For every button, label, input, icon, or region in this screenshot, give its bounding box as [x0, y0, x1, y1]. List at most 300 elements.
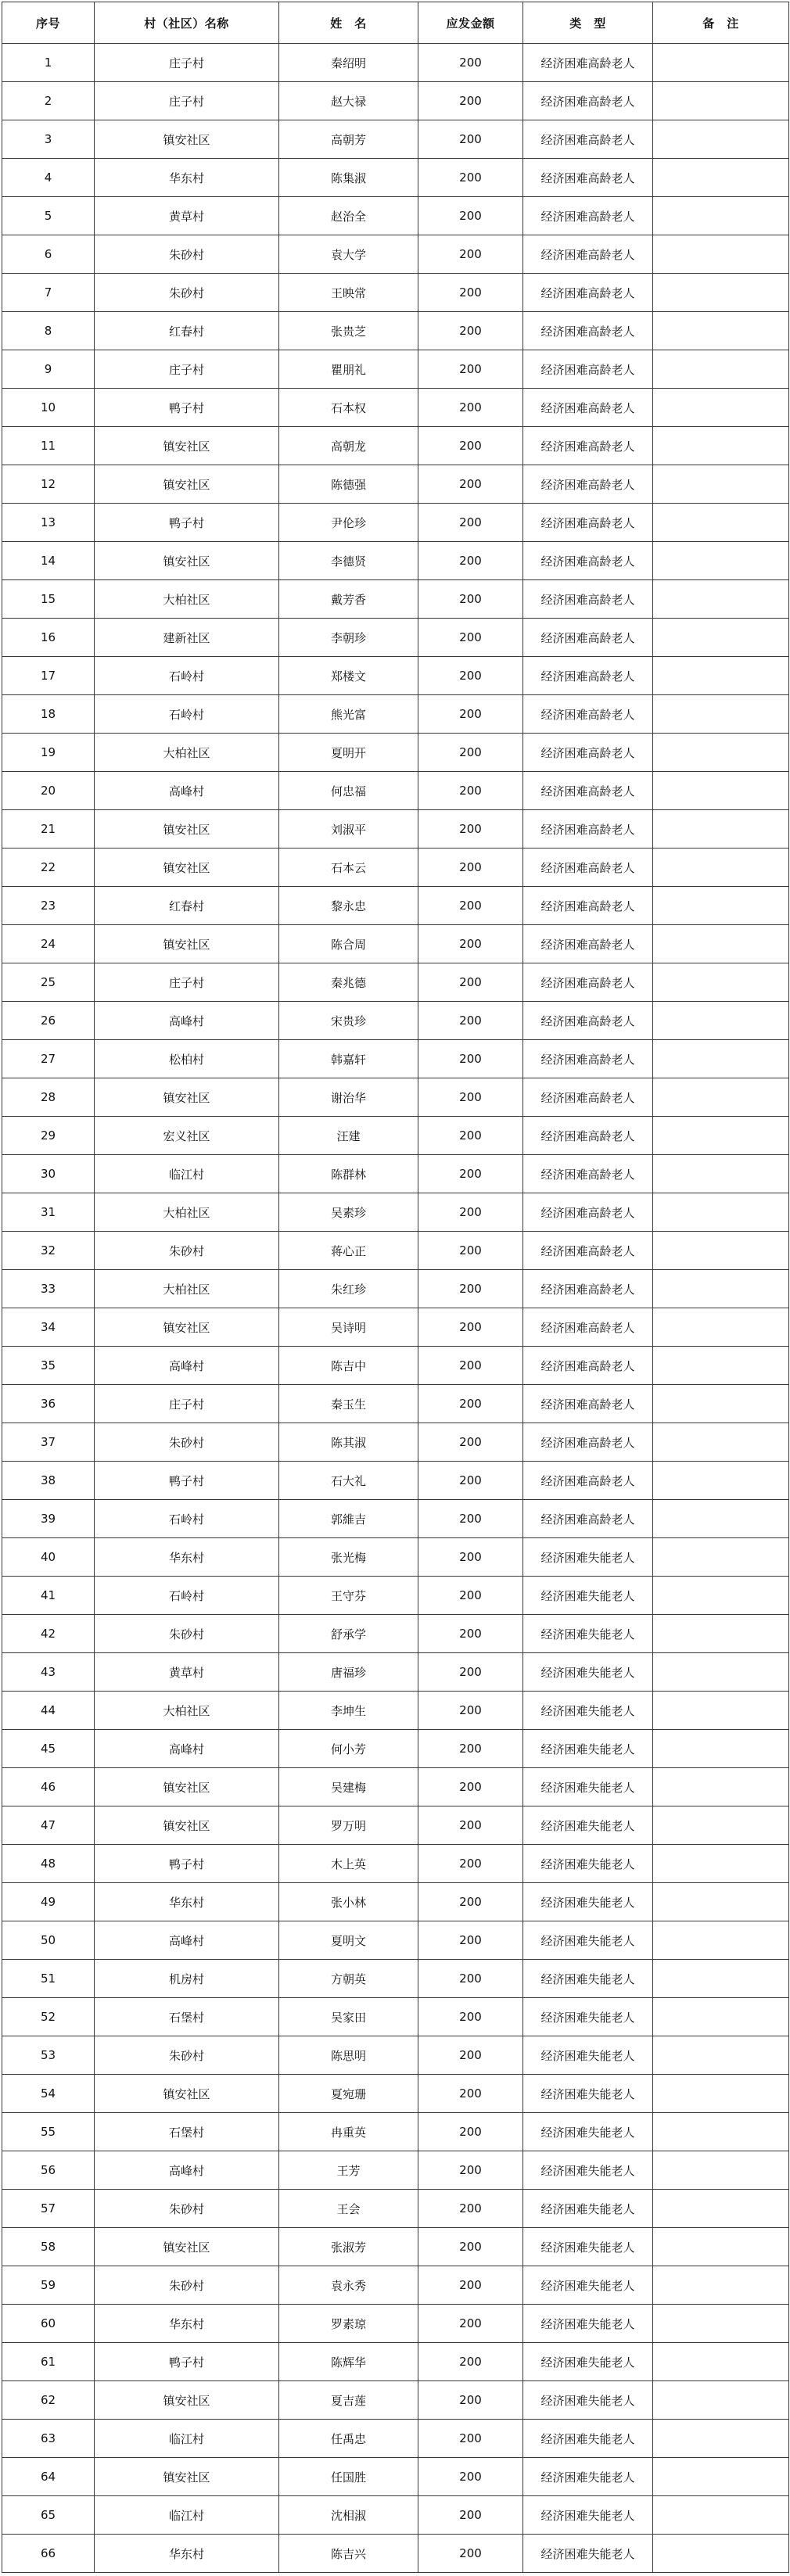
- cell-village: 镇安社区: [95, 2228, 279, 2266]
- cell-type: 经济困难高龄老人: [523, 734, 653, 772]
- cell-amount: 200: [418, 1577, 523, 1615]
- cell-village: 鸭子村: [95, 389, 279, 427]
- cell-type: 经济困难失能老人: [523, 1883, 653, 1921]
- table-row: [2, 197, 789, 235]
- cell-type: 经济困难高龄老人: [523, 810, 653, 849]
- cell-amount: 200: [418, 2420, 523, 2458]
- cell-remark: [653, 350, 789, 389]
- table-row: [2, 695, 789, 734]
- cell-village: 临江村: [95, 2420, 279, 2458]
- table-row: [2, 1232, 789, 1270]
- cell-village: 朱砂村: [95, 1615, 279, 1653]
- cell-village: 镇安社区: [95, 1806, 279, 1845]
- cell-type: 经济困难失能老人: [523, 2535, 653, 2573]
- cell-amount: 200: [418, 1845, 523, 1883]
- table-row: [2, 1998, 789, 2036]
- cell-name: 陈辉华: [279, 2343, 418, 2381]
- cell-village: 临江村: [95, 1155, 279, 1193]
- cell-village: 镇安社区: [95, 1768, 279, 1806]
- cell-remark: [653, 542, 789, 580]
- cell-amount: 200: [418, 2036, 523, 2075]
- cell-index: 49: [2, 1883, 95, 1921]
- cell-index: 43: [2, 1653, 95, 1692]
- table-row: [2, 1960, 789, 1998]
- cell-village: 镇安社区: [95, 1078, 279, 1117]
- cell-amount: 200: [418, 1462, 523, 1500]
- cell-type: 经济困难失能老人: [523, 2228, 653, 2266]
- cell-name: 高朝龙: [279, 427, 418, 465]
- cell-village: 高峰村: [95, 1347, 279, 1385]
- cell-type: 经济困难高龄老人: [523, 82, 653, 120]
- table-row: [2, 772, 789, 810]
- cell-type: 经济困难高龄老人: [523, 120, 653, 159]
- cell-name: 张贵芝: [279, 312, 418, 350]
- cell-amount: 200: [418, 580, 523, 619]
- header-amount: 应发金额: [418, 2, 523, 44]
- cell-type: 经济困难失能老人: [523, 2151, 653, 2190]
- cell-village: 镇安社区: [95, 465, 279, 504]
- cell-village: 鸭子村: [95, 1845, 279, 1883]
- cell-remark: [653, 465, 789, 504]
- cell-amount: 200: [418, 1232, 523, 1270]
- cell-index: 16: [2, 619, 95, 657]
- cell-village: 石岭村: [95, 657, 279, 695]
- cell-remark: [653, 44, 789, 82]
- cell-index: 2: [2, 82, 95, 120]
- table-row: [2, 2075, 789, 2113]
- cell-type: 经济困难高龄老人: [523, 1193, 653, 1232]
- cell-index: 1: [2, 44, 95, 82]
- cell-type: 经济困难高龄老人: [523, 389, 653, 427]
- cell-remark: [653, 1423, 789, 1462]
- cell-village: 大柏社区: [95, 734, 279, 772]
- cell-amount: 200: [418, 427, 523, 465]
- cell-index: 54: [2, 2075, 95, 2113]
- cell-type: 经济困难高龄老人: [523, 274, 653, 312]
- cell-name: 刘淑平: [279, 810, 418, 849]
- cell-index: 30: [2, 1155, 95, 1193]
- table-row: [2, 2036, 789, 2075]
- cell-remark: [653, 2113, 789, 2151]
- cell-name: 任禹忠: [279, 2420, 418, 2458]
- cell-name: 瞿朋礼: [279, 350, 418, 389]
- cell-index: 24: [2, 925, 95, 963]
- cell-name: 王会: [279, 2190, 418, 2228]
- cell-name: 石本权: [279, 389, 418, 427]
- cell-type: 经济困难高龄老人: [523, 44, 653, 82]
- cell-amount: 200: [418, 810, 523, 849]
- table-row: [2, 657, 789, 695]
- cell-amount: 200: [418, 1921, 523, 1960]
- cell-amount: 200: [418, 1423, 523, 1462]
- cell-village: 庄子村: [95, 1385, 279, 1423]
- header-index: 序号: [2, 2, 95, 44]
- cell-type: 经济困难高龄老人: [523, 1347, 653, 1385]
- table-row: [2, 2228, 789, 2266]
- cell-remark: [653, 925, 789, 963]
- cell-remark: [653, 2496, 789, 2535]
- cell-remark: [653, 427, 789, 465]
- cell-index: 18: [2, 695, 95, 734]
- table-row: [2, 1270, 789, 1308]
- cell-index: 38: [2, 1462, 95, 1500]
- cell-village: 镇安社区: [95, 810, 279, 849]
- cell-remark: [653, 887, 789, 925]
- cell-type: 经济困难高龄老人: [523, 1423, 653, 1462]
- cell-remark: [653, 312, 789, 350]
- cell-index: 45: [2, 1730, 95, 1768]
- cell-index: 41: [2, 1577, 95, 1615]
- cell-village: 高峰村: [95, 1730, 279, 1768]
- cell-village: 石岭村: [95, 1577, 279, 1615]
- table-row: [2, 2305, 789, 2343]
- cell-type: 经济困难高龄老人: [523, 1270, 653, 1308]
- cell-amount: 200: [418, 1117, 523, 1155]
- cell-village: 高峰村: [95, 2151, 279, 2190]
- cell-name: 何忠福: [279, 772, 418, 810]
- cell-village: 大柏社区: [95, 580, 279, 619]
- cell-type: 经济困难失能老人: [523, 2075, 653, 2113]
- cell-amount: 200: [418, 1002, 523, 1040]
- cell-type: 经济困难高龄老人: [523, 1002, 653, 1040]
- cell-remark: [653, 197, 789, 235]
- header-name: 姓 名: [279, 2, 418, 44]
- table-row: [2, 1462, 789, 1500]
- cell-remark: [653, 1538, 789, 1577]
- table-row: [2, 810, 789, 849]
- cell-remark: [653, 1193, 789, 1232]
- cell-name: 谢治华: [279, 1078, 418, 1117]
- cell-remark: [653, 159, 789, 197]
- cell-amount: 200: [418, 120, 523, 159]
- cell-village: 大柏社区: [95, 1270, 279, 1308]
- cell-village: 鸭子村: [95, 2343, 279, 2381]
- cell-index: 46: [2, 1768, 95, 1806]
- cell-remark: [653, 580, 789, 619]
- cell-name: 蒋心正: [279, 1232, 418, 1270]
- cell-name: 陈德强: [279, 465, 418, 504]
- cell-amount: 200: [418, 657, 523, 695]
- cell-name: 陈群林: [279, 1155, 418, 1193]
- table-row: [2, 1308, 789, 1347]
- cell-index: 28: [2, 1078, 95, 1117]
- cell-index: 7: [2, 274, 95, 312]
- cell-type: 经济困难高龄老人: [523, 657, 653, 695]
- cell-remark: [653, 2458, 789, 2496]
- cell-remark: [653, 1117, 789, 1155]
- cell-amount: 200: [418, 1768, 523, 1806]
- cell-village: 黄草村: [95, 197, 279, 235]
- cell-village: 镇安社区: [95, 2458, 279, 2496]
- cell-remark: [653, 1845, 789, 1883]
- cell-index: 47: [2, 1806, 95, 1845]
- cell-name: 陈吉中: [279, 1347, 418, 1385]
- cell-village: 石堡村: [95, 2113, 279, 2151]
- cell-amount: 200: [418, 2381, 523, 2420]
- cell-type: 经济困难高龄老人: [523, 1500, 653, 1538]
- cell-amount: 200: [418, 504, 523, 542]
- cell-name: 张淑芳: [279, 2228, 418, 2266]
- cell-index: 33: [2, 1270, 95, 1308]
- cell-type: 经济困难失能老人: [523, 1577, 653, 1615]
- table-row: [2, 2458, 789, 2496]
- header-type: 类 型: [523, 2, 653, 44]
- cell-amount: 200: [418, 2266, 523, 2305]
- table-row: [2, 2496, 789, 2535]
- cell-type: 经济困难高龄老人: [523, 159, 653, 197]
- cell-remark: [653, 2075, 789, 2113]
- cell-index: 23: [2, 887, 95, 925]
- cell-village: 华东村: [95, 159, 279, 197]
- cell-index: 14: [2, 542, 95, 580]
- table-row: [2, 2151, 789, 2190]
- table-row: [2, 465, 789, 504]
- cell-amount: 200: [418, 1692, 523, 1730]
- cell-remark: [653, 1347, 789, 1385]
- cell-amount: 200: [418, 2075, 523, 2113]
- cell-index: 58: [2, 2228, 95, 2266]
- cell-index: 11: [2, 427, 95, 465]
- cell-remark: [653, 1078, 789, 1117]
- table-row: [2, 2113, 789, 2151]
- cell-remark: [653, 1232, 789, 1270]
- cell-name: 李坤生: [279, 1692, 418, 1730]
- cell-amount: 200: [418, 350, 523, 389]
- cell-amount: 200: [418, 1270, 523, 1308]
- cell-type: 经济困难高龄老人: [523, 1078, 653, 1117]
- cell-remark: [653, 389, 789, 427]
- cell-type: 经济困难失能老人: [523, 2305, 653, 2343]
- cell-village: 华东村: [95, 2305, 279, 2343]
- cell-type: 经济困难高龄老人: [523, 1385, 653, 1423]
- cell-amount: 200: [418, 2535, 523, 2573]
- cell-name: 夏明文: [279, 1921, 418, 1960]
- cell-type: 经济困难失能老人: [523, 2458, 653, 2496]
- cell-name: 方朝英: [279, 1960, 418, 1998]
- table-row: [2, 1500, 789, 1538]
- cell-name: 李德贤: [279, 542, 418, 580]
- cell-remark: [653, 2151, 789, 2190]
- cell-amount: 200: [418, 465, 523, 504]
- cell-village: 石岭村: [95, 695, 279, 734]
- cell-index: 48: [2, 1845, 95, 1883]
- cell-remark: [653, 82, 789, 120]
- cell-village: 镇安社区: [95, 542, 279, 580]
- cell-type: 经济困难失能老人: [523, 1768, 653, 1806]
- cell-amount: 200: [418, 619, 523, 657]
- cell-remark: [653, 1921, 789, 1960]
- cell-amount: 200: [418, 1308, 523, 1347]
- cell-village: 石堡村: [95, 1998, 279, 2036]
- cell-amount: 200: [418, 1193, 523, 1232]
- cell-name: 黎永忠: [279, 887, 418, 925]
- cell-index: 5: [2, 197, 95, 235]
- cell-type: 经济困难高龄老人: [523, 1117, 653, 1155]
- table-row: [2, 1730, 789, 1768]
- cell-amount: 200: [418, 887, 523, 925]
- table-row: [2, 1615, 789, 1653]
- cell-remark: [653, 1730, 789, 1768]
- cell-amount: 200: [418, 1347, 523, 1385]
- cell-amount: 200: [418, 1615, 523, 1653]
- subsidy-table: [2, 2, 789, 2573]
- cell-index: 50: [2, 1921, 95, 1960]
- cell-amount: 200: [418, 197, 523, 235]
- cell-remark: [653, 2381, 789, 2420]
- cell-amount: 200: [418, 44, 523, 82]
- cell-village: 石岭村: [95, 1500, 279, 1538]
- cell-remark: [653, 504, 789, 542]
- cell-remark: [653, 1998, 789, 2036]
- table-row: [2, 734, 789, 772]
- cell-name: 陈思明: [279, 2036, 418, 2075]
- cell-amount: 200: [418, 963, 523, 1002]
- cell-index: 10: [2, 389, 95, 427]
- table-row: [2, 2535, 789, 2573]
- cell-remark: [653, 1768, 789, 1806]
- cell-village: 高峰村: [95, 1002, 279, 1040]
- cell-type: 经济困难高龄老人: [523, 465, 653, 504]
- cell-remark: [653, 2535, 789, 2573]
- cell-type: 经济困难高龄老人: [523, 504, 653, 542]
- cell-name: 任国胜: [279, 2458, 418, 2496]
- cell-type: 经济困难高龄老人: [523, 963, 653, 1002]
- cell-village: 朱砂村: [95, 2266, 279, 2305]
- cell-village: 镇安社区: [95, 427, 279, 465]
- cell-village: 鸭子村: [95, 504, 279, 542]
- cell-type: 经济困难高龄老人: [523, 542, 653, 580]
- cell-name: 吴家田: [279, 1998, 418, 2036]
- cell-amount: 200: [418, 235, 523, 274]
- cell-type: 经济困难高龄老人: [523, 1040, 653, 1078]
- table-row: [2, 2420, 789, 2458]
- cell-amount: 200: [418, 159, 523, 197]
- cell-village: 大柏社区: [95, 1692, 279, 1730]
- cell-amount: 200: [418, 82, 523, 120]
- cell-remark: [653, 963, 789, 1002]
- cell-village: 朱砂村: [95, 2036, 279, 2075]
- cell-remark: [653, 2343, 789, 2381]
- cell-index: 4: [2, 159, 95, 197]
- table-row: [2, 159, 789, 197]
- table-row: [2, 542, 789, 580]
- cell-village: 庄子村: [95, 963, 279, 1002]
- cell-remark: [653, 1155, 789, 1193]
- cell-name: 郭維吉: [279, 1500, 418, 1538]
- cell-name: 罗万明: [279, 1806, 418, 1845]
- cell-remark: [653, 1308, 789, 1347]
- cell-name: 吴素珍: [279, 1193, 418, 1232]
- table-row: [2, 82, 789, 120]
- table-row: [2, 350, 789, 389]
- cell-name: 夏吉莲: [279, 2381, 418, 2420]
- cell-index: 22: [2, 849, 95, 887]
- cell-village: 华东村: [95, 1538, 279, 1577]
- cell-name: 戴芳香: [279, 580, 418, 619]
- cell-remark: [653, 1500, 789, 1538]
- table-row: [2, 1040, 789, 1078]
- cell-amount: 200: [418, 1806, 523, 1845]
- cell-name: 高朝芳: [279, 120, 418, 159]
- cell-village: 镇安社区: [95, 2075, 279, 2113]
- cell-index: 42: [2, 1615, 95, 1653]
- cell-index: 8: [2, 312, 95, 350]
- cell-remark: [653, 1653, 789, 1692]
- cell-amount: 200: [418, 1730, 523, 1768]
- cell-name: 吴诗明: [279, 1308, 418, 1347]
- cell-type: 经济困难失能老人: [523, 1615, 653, 1653]
- table-row: [2, 2190, 789, 2228]
- cell-village: 庄子村: [95, 44, 279, 82]
- cell-remark: [653, 810, 789, 849]
- cell-name: 王守芬: [279, 1577, 418, 1615]
- cell-name: 夏宛珊: [279, 2075, 418, 2113]
- cell-name: 赵治全: [279, 197, 418, 235]
- cell-type: 经济困难高龄老人: [523, 1308, 653, 1347]
- cell-amount: 200: [418, 542, 523, 580]
- table-row: [2, 274, 789, 312]
- cell-index: 39: [2, 1500, 95, 1538]
- cell-name: 陈合周: [279, 925, 418, 963]
- cell-type: 经济困难高龄老人: [523, 580, 653, 619]
- cell-index: 26: [2, 1002, 95, 1040]
- cell-village: 镇安社区: [95, 1308, 279, 1347]
- table-row: [2, 1653, 789, 1692]
- cell-name: 赵大禄: [279, 82, 418, 120]
- cell-index: 25: [2, 963, 95, 1002]
- header-remark: 备 注: [653, 2, 789, 44]
- cell-village: 镇安社区: [95, 925, 279, 963]
- cell-type: 经济困难失能老人: [523, 1538, 653, 1577]
- cell-name: 王映常: [279, 274, 418, 312]
- cell-name: 陈其淑: [279, 1423, 418, 1462]
- cell-index: 9: [2, 350, 95, 389]
- cell-name: 张光梅: [279, 1538, 418, 1577]
- cell-amount: 200: [418, 1883, 523, 1921]
- cell-remark: [653, 1385, 789, 1423]
- cell-index: 13: [2, 504, 95, 542]
- cell-index: 37: [2, 1423, 95, 1462]
- cell-name: 舒承学: [279, 1615, 418, 1653]
- cell-amount: 200: [418, 1500, 523, 1538]
- cell-type: 经济困难失能老人: [523, 2190, 653, 2228]
- cell-name: 尹伦珍: [279, 504, 418, 542]
- cell-name: 王芳: [279, 2151, 418, 2190]
- cell-name: 石大礼: [279, 1462, 418, 1500]
- cell-type: 经济困难失能老人: [523, 2113, 653, 2151]
- cell-index: 3: [2, 120, 95, 159]
- cell-name: 吴建梅: [279, 1768, 418, 1806]
- cell-type: 经济困难失能老人: [523, 2496, 653, 2535]
- cell-name: 冉重英: [279, 2113, 418, 2151]
- cell-village: 朱砂村: [95, 1423, 279, 1462]
- cell-remark: [653, 1615, 789, 1653]
- cell-type: 经济困难失能老人: [523, 2420, 653, 2458]
- table-row: [2, 580, 789, 619]
- cell-amount: 200: [418, 2458, 523, 2496]
- cell-type: 经济困难高龄老人: [523, 887, 653, 925]
- cell-type: 经济困难高龄老人: [523, 1155, 653, 1193]
- cell-village: 朱砂村: [95, 1232, 279, 1270]
- cell-index: 20: [2, 772, 95, 810]
- cell-amount: 200: [418, 1385, 523, 1423]
- cell-name: 何小芳: [279, 1730, 418, 1768]
- cell-remark: [653, 1960, 789, 1998]
- cell-village: 朱砂村: [95, 235, 279, 274]
- cell-type: 经济困难高龄老人: [523, 849, 653, 887]
- cell-village: 大柏社区: [95, 1193, 279, 1232]
- table-row: [2, 1117, 789, 1155]
